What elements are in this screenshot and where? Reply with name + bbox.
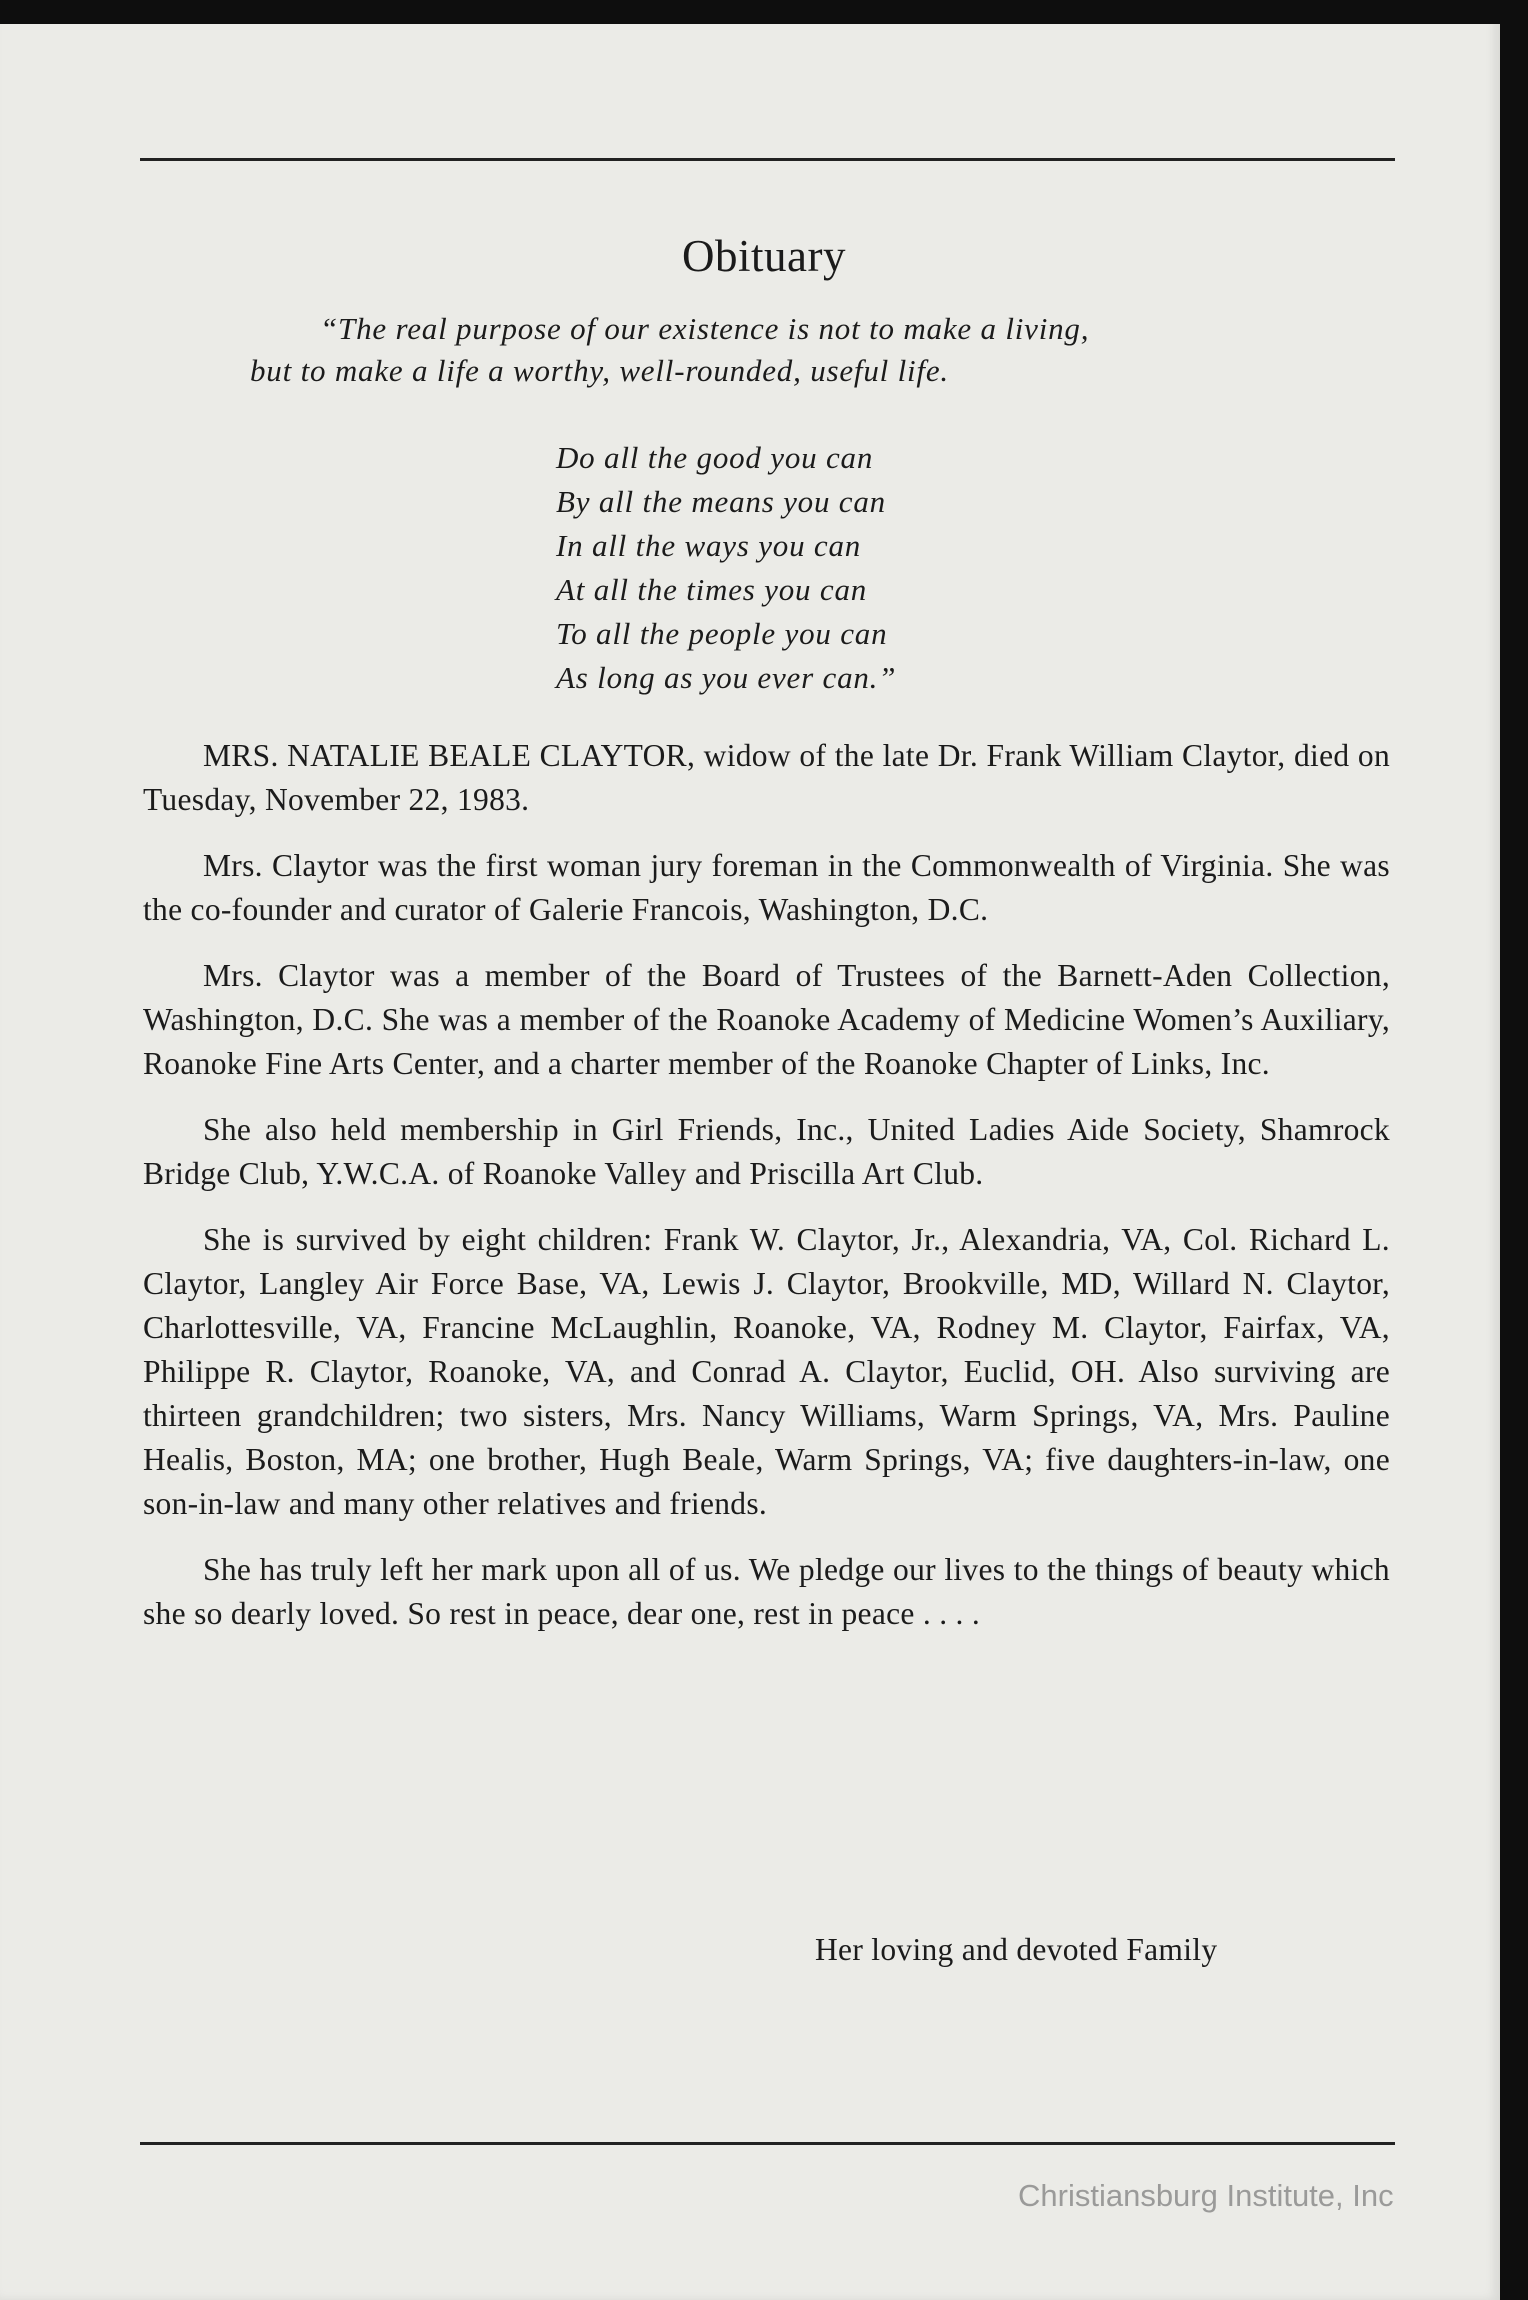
paragraph-jury-foreman: Mrs. Claytor was the first woman jury foreman in the Commonwealth of Virginia. She was the co-founder and curator of Galerie Francois, Washington, D.C. [143, 848, 1390, 927]
paragraph-closing: She has truly left her mark upon all of us. We pledge our lives to the things of beauty which she so dearly loved. So rest in peace, dear one, rest in peace . . . . [143, 1552, 1390, 1631]
poem-line: In all the ways you can [556, 528, 862, 563]
paragraph-survivors: She is survived by eight children: Frank W. Claytor, Jr., Alexandria, VA, Col. Richard L. Claytor, Langley Air Force Base, VA, Lewis J. Claytor, Brookville, MD, Willard N. Claytor, Charlottesville, VA, Francine McLaughlin, Roanoke, VA, Rodney M. Claytor, Fairfax, VA, Philippe R. Claytor, Roanoke, VA, and Conrad A. Claytor, Euclid, OH. Also surviving are thirteen grandchildren; two sisters, Mrs. Nancy Williams, Warm Springs, VA, Mrs. Pauline Healis, Boston, MA; one brother, Hugh Beale, Warm Springs, VA; five daughters-in-law, one son-in-law and many other relatives and friends. [143, 1222, 1390, 1521]
poem [556, 436, 1156, 700]
poem-line: At all the times you can [556, 572, 868, 607]
bottom-divider [140, 2142, 1395, 2145]
poem-line: To all the people you can [556, 616, 888, 651]
background-edge-top [0, 0, 1528, 24]
paragraph-board-member: Mrs. Claytor was a member of the Board of Trustees of the Barnett-Aden Collection, Washington, D.C. She was a member of the Roanoke Academy of Medicine Women’s Auxiliary, Roanoke Fine Arts Center, and a charter member of the Roanoke Chapter of Links, Inc. [143, 958, 1390, 1081]
watermark: Christiansburg Institute, Inc [1018, 2178, 1394, 2213]
top-divider [140, 158, 1395, 161]
poem-line: As long as you ever can.” [556, 660, 897, 695]
paragraph-announcement: MRS. NATALIE BEALE CLAYTOR, widow of the late Dr. Frank William Claytor, died on Tuesday, November 22, 1983. [143, 738, 1390, 817]
page-title: Obituary [682, 231, 846, 281]
motto-line-1: “The real purpose of our existence is not to make a living, [320, 311, 1090, 346]
obituary-body [143, 734, 1390, 1658]
poem-line: By all the means you can [556, 484, 886, 519]
motto-line-2: but to make a life a worthy, well-rounded, useful life. [250, 353, 949, 388]
background-edge-right [1500, 0, 1528, 2300]
family-signature: Her loving and devoted Family [815, 1932, 1218, 1967]
poem-line: Do all the good you can [556, 440, 874, 475]
motto-quote [250, 308, 1290, 392]
paragraph-memberships: She also held membership in Girl Friends, Inc., United Ladies Aide Society, Shamrock Bridge Club, Y.W.C.A. of Roanoke Valley and Priscilla Art Club. [143, 1112, 1390, 1191]
